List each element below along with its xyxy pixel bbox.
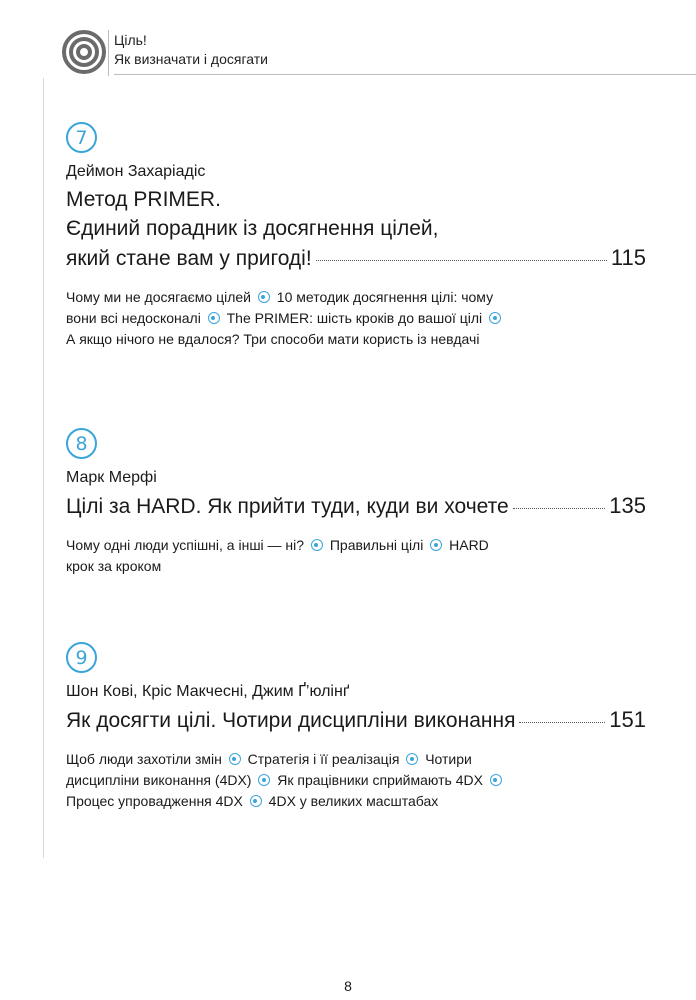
chapter-topics	[66, 287, 506, 350]
bullet-icon	[311, 539, 323, 551]
chapter-title-line: Єдиний порадник із досягнення цілей,	[66, 217, 439, 240]
chapter-topics	[66, 749, 506, 812]
chapter-title-line: Цілі за HARD. Як прийти туди, куди ви хочете	[66, 495, 509, 518]
chapter-title-line: Метод PRIMER.	[66, 188, 221, 211]
chapter-page-number: 135	[609, 493, 646, 518]
chapter-title-with-page[interactable]	[66, 705, 646, 735]
chapter-title-line: який стане вам у пригоді!	[66, 247, 312, 270]
chapter-author: Деймон Захаріадіс	[66, 163, 206, 180]
bullet-icon	[258, 774, 270, 786]
topic: Правильні цілі	[329, 537, 424, 553]
chapter-author: Шон Кові, Кріс Макчеснi, Джим Ґ’юлінґ	[66, 683, 350, 700]
chapter-author: Марк Мерфі	[66, 469, 157, 486]
margin-line	[43, 78, 44, 858]
topic: Щоб люди захотіли змін	[66, 751, 222, 767]
chapter-title-with-page[interactable]	[66, 243, 646, 273]
topic: А якщо нічого не вдалося? Три способи мати користь із невдачі	[66, 331, 480, 347]
chapter-number-badge: 8	[66, 428, 97, 459]
book-title: Ціль!	[114, 32, 147, 48]
toc-entry-8	[66, 428, 646, 577]
bullet-icon	[258, 291, 270, 303]
chapter-title-with-page[interactable]	[66, 491, 646, 521]
chapter-page-number: 151	[609, 707, 646, 732]
topic: Процес упровадження 4DX	[66, 793, 243, 809]
bullet-icon	[250, 795, 262, 807]
topic: Чому ми не досягаємо цілей	[66, 289, 252, 305]
bullet-icon	[430, 539, 442, 551]
header-underline	[114, 74, 696, 75]
topic: Чотири дисципліни виконання (4DX)	[66, 751, 472, 788]
bullet-icon	[406, 753, 418, 765]
topic: Стратегія і її реалізація	[247, 751, 400, 767]
topic: Як працівники сприймають 4DX	[277, 772, 483, 788]
toc-entry-9	[66, 642, 646, 812]
chapter-page-number: 115	[610, 245, 646, 270]
bullet-icon	[489, 312, 501, 324]
header-divider	[108, 30, 109, 76]
topic: 4DX у великих масштабах	[268, 793, 439, 809]
topic: The PRIMER: шість кроків до вашої цілі	[226, 310, 483, 326]
topic: 10 методик досягнення цілі: чому вони всі недосконалі	[66, 289, 494, 326]
running-header	[62, 30, 696, 76]
topic: Чому одні люди успішні, а інші — ні?	[66, 537, 305, 553]
page-number: 8	[344, 978, 352, 994]
dot-leader	[316, 260, 607, 261]
target-icon	[62, 30, 106, 74]
book-subtitle: Як визначати і досягати	[114, 51, 268, 67]
chapter-topics	[66, 535, 506, 577]
bullet-icon	[208, 312, 220, 324]
dot-leader	[513, 508, 606, 509]
dot-leader	[519, 722, 605, 723]
chapter-title-line: Як досягти цілі. Чотири дисципліни виконання	[66, 709, 516, 732]
bullet-icon	[490, 774, 502, 786]
toc-entry-7	[66, 122, 646, 350]
chapter-number-badge: 9	[66, 642, 97, 673]
chapter-number-badge: 7	[66, 122, 97, 153]
bullet-icon	[229, 753, 241, 765]
topic: HARD крок за кроком	[66, 537, 489, 574]
